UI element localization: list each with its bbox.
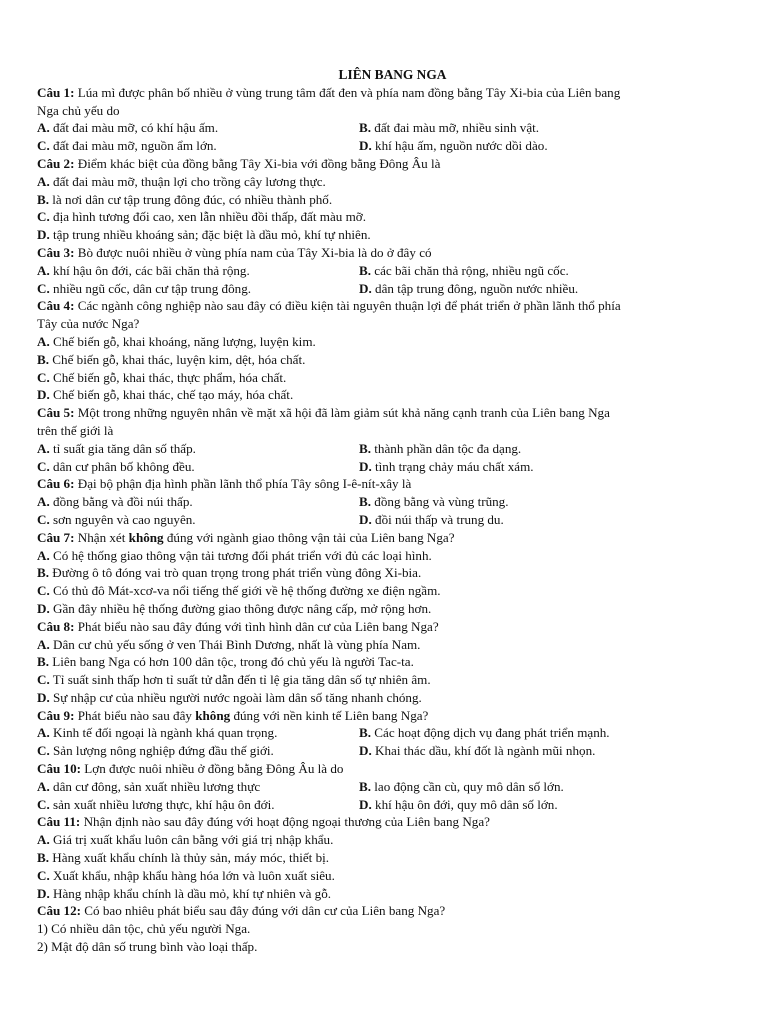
question-text [37,404,748,422]
option-text: Sản lượng nông nghiệp đứng đầu thế giới. [53,743,274,759]
question-text [37,297,748,315]
option-d [359,796,558,814]
option-a [37,778,359,796]
option-c [37,742,359,760]
option-text: tình trạng chảy máu chất xám. [375,458,534,474]
option-a [37,724,359,742]
question-text [37,155,748,173]
option-a [37,262,359,280]
option-key: D. [37,227,50,243]
option-text: Liên bang Nga có hơn 100 dân tộc, trong đó chủ yếu là người Tac-ta. [52,654,414,670]
option-a [37,831,748,849]
question-text-cont: Tây của nước Nga? [37,316,140,332]
option-text: đồi núi thấp và trung du. [375,511,504,527]
option-b [359,262,569,280]
question-number: Câu 2: [37,155,75,171]
question-number: Câu 5: [37,405,75,421]
option-key: B. [37,351,50,367]
question-text [37,760,748,778]
options-row [37,778,748,796]
option-b [37,191,748,209]
option-key: C. [37,583,50,599]
question-line: Phát biểu nào sau đây [77,707,196,723]
question-number: Câu 3: [37,244,75,260]
option-key: A. [37,333,50,349]
option-key: D. [359,511,372,527]
option-text: tập trung nhiều khoáng sản; đặc biệt là dầu mỏ, khí tự nhiên. [53,227,371,243]
option-a [37,173,748,191]
option-b [37,653,748,671]
option-key: D. [37,885,50,901]
option-key: C. [37,743,50,759]
option-d [37,689,748,707]
question-line: Lúa mì được phân bố nhiều ở vùng trung tâm đất đen và phía nam đồng bằng Tây Xi-bia của Liên bang [77,84,621,100]
page-title: LIÊN BANG NGA [338,67,447,82]
option-text: Chế biến gỗ, khai thác, luyện kim, dệt, hóa chất. [52,351,306,367]
option-a [37,440,359,458]
option-key: B. [37,850,50,866]
question-text [37,529,748,547]
question-text [37,244,748,262]
question-10 [37,760,748,813]
option-text: Có thủ đô Mát-xcơ-va nổi tiếng thế giới về hệ thống đường xe điện ngầm. [53,583,441,599]
option-d [37,386,748,404]
option-key: B. [37,191,50,207]
option-text: Chế biến gỗ, khai thác, thực phẩm, hóa chất. [53,369,287,385]
option-b [37,351,748,369]
option-key: C. [37,138,50,154]
question-number: Câu 12: [37,903,82,919]
question-number: Câu 1: [37,84,75,100]
option-key: A. [37,173,50,189]
option-text: Giá trị xuất khẩu luôn cân bằng với giá trị nhập khẩu. [53,832,334,848]
option-key: C. [37,796,50,812]
option-key: D. [359,138,372,154]
question-emphasis: không [128,529,164,545]
option-text: dân cư phân bố không đều. [53,458,195,474]
question-4 [37,297,748,404]
option-d [37,600,748,618]
option-key: A. [37,440,50,456]
option-key: C. [37,209,50,225]
question-9 [37,707,748,760]
option-key: A. [37,725,50,741]
question-line: đúng với nền kinh tế Liên bang Nga? [230,707,429,723]
option-text: Hàng xuất khẩu chính là thủy sản, máy móc, thiết bị. [52,850,330,866]
options-row [37,724,748,742]
option-key: C. [37,867,50,883]
question-number: Câu 6: [37,476,75,492]
option-text: đồng bằng và đồi núi thấp. [53,494,193,510]
option-text: đồng bằng và vùng trũng. [374,494,509,510]
option-text: địa hình tương đối cao, xen lẫn nhiều đồi thấp, đất màu mỡ. [53,209,366,225]
option-key: B. [37,565,50,581]
option-c [37,796,359,814]
option-key: D. [37,689,50,705]
options-row [37,493,748,511]
options-row [37,511,748,529]
options-row [37,119,748,137]
question-6 [37,475,748,528]
statement-2: 2) Mật độ dân số trung bình vào loại thấp. [37,939,258,955]
option-d [37,226,748,244]
option-text: Xuất khẩu, nhập khẩu hàng hóa lớn và luôn xuất siêu. [53,867,335,883]
question-7 [37,529,748,618]
option-c [37,671,748,689]
option-text: các bãi chăn thả rộng, nhiều ngũ cốc. [374,262,569,278]
option-key: B. [359,440,372,456]
question-number: Câu 10: [37,761,82,777]
question-12 [37,902,748,955]
option-text: đất đai màu mỡ, có khí hậu ấm. [53,120,219,136]
question-number: Câu 4: [37,298,75,314]
option-text: đất đai màu mỡ, nhiều sinh vật. [374,120,540,136]
option-text: Dân cư chủ yếu sống ở ven Thái Bình Dương, nhất là vùng phía Nam. [53,636,421,652]
option-key: B. [37,654,50,670]
option-text: Gần đây nhiều hệ thống đường giao thông được nâng cấp, mở rộng hơn. [53,600,432,616]
option-text: Hàng nhập khẩu chính là dầu mỏ, khí tự nhiên và gỗ. [53,885,332,901]
question-text-cont: Nga chủ yếu do [37,102,120,118]
question-line: Có bao nhiêu phát biểu sau đây đúng với dân cư của Liên bang Nga? [84,903,446,919]
question-8 [37,618,748,707]
option-d [359,137,548,155]
option-text: nhiều ngũ cốc, dân cư tập trung đông. [53,280,252,296]
question-emphasis: không [195,707,231,723]
option-text: khí hậu ấm, nguồn nước dồi dào. [375,138,548,154]
option-text: dân cư đông, sản xuất nhiều lương thực [53,778,261,794]
option-text: Sự nhập cư của nhiều người nước ngoài làm dân số tăng nhanh chóng. [53,689,422,705]
option-b [37,849,748,867]
question-2 [37,155,748,244]
option-key: B. [359,262,372,278]
option-text: Đường ô tô đóng vai trò quan trọng trong phát triển vùng đông Xi-bia. [52,565,422,581]
option-text: đất đai màu mỡ, thuận lợi cho trồng cây lương thực. [53,173,326,189]
option-text: khí hậu ôn đới, các bãi chăn thả rộng. [53,262,250,278]
option-a [37,547,748,565]
option-key: A. [37,120,50,136]
option-key: A. [37,778,50,794]
option-c [37,582,748,600]
statement-1: 1) Có nhiều dân tộc, chủ yếu người Nga. [37,921,251,937]
option-a [37,493,359,511]
question-number: Câu 8: [37,618,75,634]
option-key: C. [37,458,50,474]
option-b [359,724,610,742]
question-text-cont: trên thế giới là [37,422,114,438]
option-text: sản xuất nhiều lương thực, khí hậu ôn đới. [53,796,275,812]
option-key: A. [37,262,50,278]
options-row [37,742,748,760]
option-c [37,369,748,387]
option-text: Khai thác dầu, khí đốt là ngành mũi nhọn. [375,743,596,759]
option-key: A. [37,832,50,848]
question-number: Câu 9: [37,707,75,723]
option-key: A. [37,547,50,563]
option-text: Kinh tế đối ngoại là ngành khá quan trọng. [53,725,278,741]
question-text [37,902,748,920]
option-b [37,564,748,582]
option-a [37,636,748,654]
options-row [37,137,748,155]
option-b [359,440,521,458]
option-key: C. [37,511,50,527]
question-line: Đại bộ phận địa hình phần lãnh thổ phía Tây sông I-ê-nít-xây là [77,476,412,492]
option-key: B. [359,725,372,741]
option-text: Các hoạt động dịch vụ đang phát triển mạnh. [374,725,610,741]
option-a [37,333,748,351]
option-text: khí hậu ôn đới, quy mô dân số lớn. [375,796,558,812]
option-d [37,885,748,903]
options-row [37,440,748,458]
option-text: Tỉ suất sinh thấp hơn tỉ suất tử dẫn đến tỉ lệ gia tăng dân số tự nhiên âm. [52,672,431,688]
option-b [359,493,509,511]
option-c [37,867,748,885]
option-key: B. [359,120,372,136]
option-c [37,458,359,476]
option-c [37,208,748,226]
question-line: Bò được nuôi nhiều ở vùng phía nam của Tây Xi-bia là do ở đây có [77,244,432,260]
option-d [359,511,504,529]
question-line: đúng với ngành giao thông vận tải của Liên bang Nga? [163,529,455,545]
option-b [359,778,564,796]
option-b [359,119,539,137]
question-1 [37,84,748,155]
option-text: tỉ suất gia tăng dân số thấp. [53,440,196,456]
option-key: D. [359,796,372,812]
question-line: Nhận định nào sau đây đúng với hoạt động ngoại thương của Liên bang Nga? [83,814,490,830]
question-line: Một trong những nguyên nhân về mặt xã hội đã làm giảm sút khả năng cạnh tranh của Liên bang Nga [77,405,610,421]
options-row [37,262,748,280]
option-c [37,280,359,298]
question-text [37,84,748,102]
question-number: Câu 7: [37,529,75,545]
option-key: D. [359,458,372,474]
question-text [37,475,748,493]
option-key: C. [37,280,50,296]
option-text: sơn nguyên và cao nguyên. [53,511,196,527]
option-key: C. [37,369,50,385]
option-d [359,742,595,760]
option-d [359,280,578,298]
question-line: Điểm khác biệt của đồng bằng Tây Xi-bia với đồng bằng Đông Âu là [77,155,441,171]
option-text: là nơi dân cư tập trung đông đúc, có nhiều thành phố. [52,191,333,207]
option-a [37,119,359,137]
option-text: dân tập trung đông, nguồn nước nhiều. [375,280,579,296]
question-11 [37,813,748,902]
question-5 [37,404,748,475]
option-text: Có hệ thống giao thông vận tải tương đối phát triển với đủ các loại hình. [53,547,432,563]
option-key: B. [359,494,372,510]
option-key: C. [37,672,50,688]
question-text [37,707,748,725]
option-text: đất đai màu mỡ, nguồn ẩm lớn. [53,138,217,154]
option-key: D. [37,387,50,403]
option-d [359,458,534,476]
question-line: Nhận xét [77,529,129,545]
option-text: Chế biến gỗ, khai thác, chế tạo máy, hóa chất. [53,387,294,403]
options-row [37,280,748,298]
question-line: Các ngành công nghiệp nào sau đây có điều kiện tài nguyên thuận lợi để phát triển ở phần lãnh thổ phía [77,298,621,314]
question-line: Phát biểu nào sau đây đúng với tình hình dân cư của Liên bang Nga? [77,618,439,634]
question-text [37,618,748,636]
option-key: D. [359,280,372,296]
options-row [37,458,748,476]
option-c [37,137,359,155]
question-line: Lợn được nuôi nhiều ở đồng bằng Đông Âu là do [84,761,344,777]
question-text [37,813,748,831]
question-3 [37,244,748,297]
option-key: A. [37,494,50,510]
options-row [37,796,748,814]
option-key: A. [37,636,50,652]
option-key: D. [37,600,50,616]
question-number: Câu 11: [37,814,81,830]
option-c [37,511,359,529]
option-text: thành phần dân tộc đa dạng. [374,440,522,456]
option-text: Chế biến gỗ, khai khoáng, năng lượng, luyện kim. [53,333,316,349]
option-key: B. [359,778,372,794]
option-text: lao động cần cù, quy mô dân số lớn. [374,778,564,794]
option-key: D. [359,743,372,759]
